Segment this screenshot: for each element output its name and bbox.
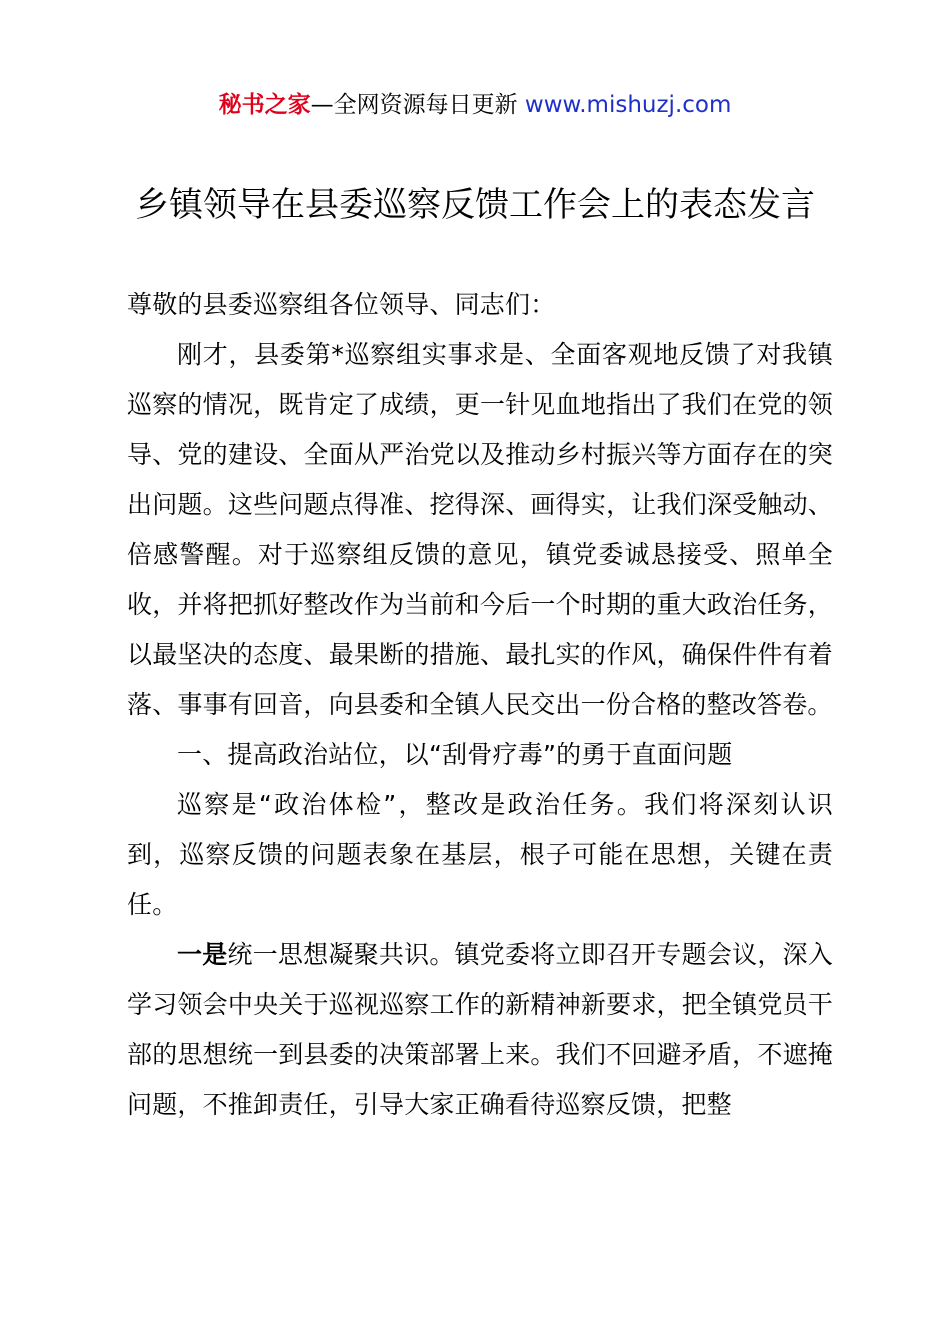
salutation: 尊敬的县委巡察组各位领导、同志们：	[127, 290, 556, 319]
site-header	[0, 86, 950, 124]
paragraph-with-lead	[127, 930, 833, 1130]
section-heading: 一、提高政治站位，以“刮骨疗毒”的勇于直面问题	[177, 740, 733, 769]
document-body	[127, 280, 833, 1130]
paragraph-text: 统一思想凝聚共识。镇党委将立即召开专题会议，深入学习领会中央关于巡视巡察工作的新精神新要求，把全镇党员干部的思想统一到县委的决策部署上来。我们不回避矛盾，不遮掩问题，不推卸责任，引导大家正确看待巡察反馈，把整	[127, 940, 833, 1119]
site-url-link[interactable]: www.mishuzj.com	[524, 92, 732, 118]
paragraph: 巡察是“政治体检”，整改是政治任务。我们将深刻认识到，巡察反馈的问题表象在基层，根子可能在思想，关键在责任。	[127, 790, 833, 919]
header-tagline: —全网资源每日更新	[310, 92, 518, 118]
document-title: 乡镇领导在县委巡察反馈工作会上的表态发言	[135, 185, 815, 225]
brand-name[interactable]: 秘书之家	[218, 92, 311, 118]
paragraph: 刚才，县委第*巡察组实事求是、全面客观地反馈了对我镇巡察的情况，既肯定了成绩，更一针见血地指出了我们在党的领导、党的建设、全面从严治党以及推动乡村振兴等方面存在的突出问题。这些问题点得准、挖得深、画得实，让我们深受触动、倍感警醒。对于巡察组反馈的意见，镇党委诚恳接受、照单全收，并将把抓好整改作为当前和今后一个时期的重大政治任务，以最坚决的态度、最果断的措施、最扎实的作风，确保件件有着落、事事有回音，向县委和全镇人民交出一份合格的整改答卷。	[127, 340, 833, 719]
paragraph-lead: 一是	[177, 940, 228, 969]
